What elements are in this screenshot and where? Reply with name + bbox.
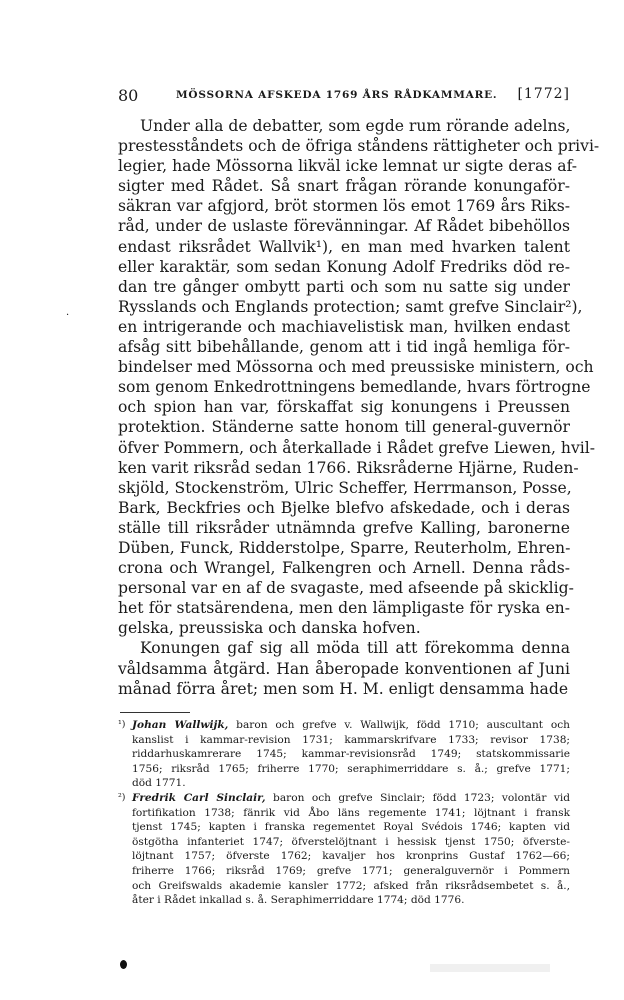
footnote-text: baron och grefve Sinclair; född 1723; volontär vid [265,791,570,804]
running-title: MÖSSORNA AFSKEDA 1769 ÅRS RÅDKAMMARE. [176,89,498,101]
footnote [118,791,570,908]
text-line: en intrigerande och machiavelistisk man, hvilken endast [118,317,570,336]
text-line: prestesståndets och de öfriga ståndens rättigheter och privi- [118,137,600,156]
footnote-line: och Greifswalds akademie kansler 1772; afsked från riksrådsembetet s. å., [132,879,570,892]
footnote-line [132,791,570,806]
footnote-person-name: Johan Wallwijk, [132,719,229,731]
text-line: och spion han var, förskaffat sig konungens i Preussen [118,398,570,417]
text-line: råd, under de uslaste förevänningar. Af Rådet bibehöllos [118,217,570,236]
text-line: het för statsärendena, men den lämpligaste för ryska en- [118,599,570,618]
ink-spot [120,960,127,969]
footnote-line: åter i Rådet inkallad s. å. Seraphimerriddare 1774; död 1776. [132,894,465,907]
footnote-line: riddarhuskamrerare 1745; kammar-revisionsråd 1749; statskommissarie [132,748,570,761]
text-line: våldsamma åtgärd. Han åberopade konventionen af Juni [118,659,570,678]
footnote-line: löjtnant 1757; öfverste 1762; kavaljer hos kronprins Gustaf 1762—66; [132,850,570,863]
text-line: skjöld, Stockenström, Ulric Scheffer, Herrmanson, Posse, [118,478,572,497]
text-line: legier, hade Mössorna likväl icke lemnat ur sigte deras af- [118,157,578,176]
text-line: sigter med Rådet. Så snart frågan rörande konungaför- [118,177,570,196]
text-line: Konungen gaf sig all möda till att förekomma denna [140,639,570,658]
text-line: protektion. Ständerne satte honom till general-guvernör [118,418,570,437]
text-line: säkran var afgjord, bröt stormen lös emot 1769 års Riks- [118,197,570,216]
text-line: eller karaktär, som sedan Konung Adolf Fredriks död re- [118,257,570,276]
text-line: öfver Pommern, och återkallade i Rådet grefve Liewen, hvil- [118,438,596,457]
footnote-marker: ²) [118,791,126,803]
text-line: som genom Enkedrottningens bemedlande, hvars förtrogne [118,378,591,397]
footnotes [118,718,570,908]
text-line: Bark, Beckfries och Bjelke blefvo afskedade, och i deras [118,498,570,517]
main-text [118,116,600,699]
page-number: 80 [118,86,139,105]
text-line: dan tre gånger ombytt parti och som nu satte sig under [118,277,570,296]
text-line: Rysslands och Englands protection; samt grefve Sinclair²), [118,297,583,316]
footnote [118,718,570,791]
text-line: Düben, Funck, Ridderstolpe, Sparre, Reuterholm, Ehren- [118,538,571,557]
text-line: crona och Wrangel, Falkengren och Arnell. Denna råds- [118,559,570,578]
text-line: månad förra året; men som H. M. enligt densamma hade [118,679,569,698]
footnote-line: 1756; riksråd 1765; friherre 1770; seraphimerriddare s. å.; grefve 1771; [132,762,570,775]
text-line: afsåg sitt bibehållande, genom att i tid ingå hemliga för- [118,338,570,357]
footnote-line: kanslist i kammar-revision 1731; kammarskrifvare 1733; revisor 1738; [132,733,570,746]
text-line: Under alla de debatter, som egde rum rörande adelns, [140,117,571,135]
text-line: ställe till riksråder utnämnda grefve Kalling, baronerne [118,518,570,537]
footnote-line: friherre 1766; riksråd 1769; grefve 1771; generalguvernör i Pommern [132,864,570,877]
footnote-divider [120,712,190,713]
page-header [118,86,570,106]
footnote-text: baron och grefve v. Wallwijk, född 1710; auscultant och [228,719,570,731]
margin-mark: · [66,310,70,321]
footnote-line: tjenst 1745; kapten i franska regementet Royal Svédois 1746; kapten vid [132,821,570,834]
footnote-person-name: Fredrik Carl Sinclair, [132,791,266,804]
faint-library-stamp [430,960,550,976]
footnote-line: östgötha infanteriet 1747; öfverstelöjtnant i hessisk tjenst 1750; öfverste- [132,835,570,848]
text-line: endast riksrådet Wallvik¹), en man med hvarken talent [118,237,570,256]
footnote-line: fortifikation 1738; fänrik vid Åbo läns regemente 1741; löjtnant i fransk [132,806,570,819]
footnote-line: död 1771. [132,777,186,790]
text-line: bindelser med Mössorna och med preussiske ministern, och [118,358,594,377]
year-bracket: [1772] [517,86,570,102]
footnote-line [132,718,570,733]
text-line: personal var en af de svagaste, med afseende på skicklig- [118,579,574,598]
footnote-marker: ¹) [118,719,126,730]
text-line: ken varit riksråd sedan 1766. Riksråderne Hjärne, Ruden- [118,458,579,477]
text-line: gelska, preussiska och danska hofven. [118,619,421,638]
